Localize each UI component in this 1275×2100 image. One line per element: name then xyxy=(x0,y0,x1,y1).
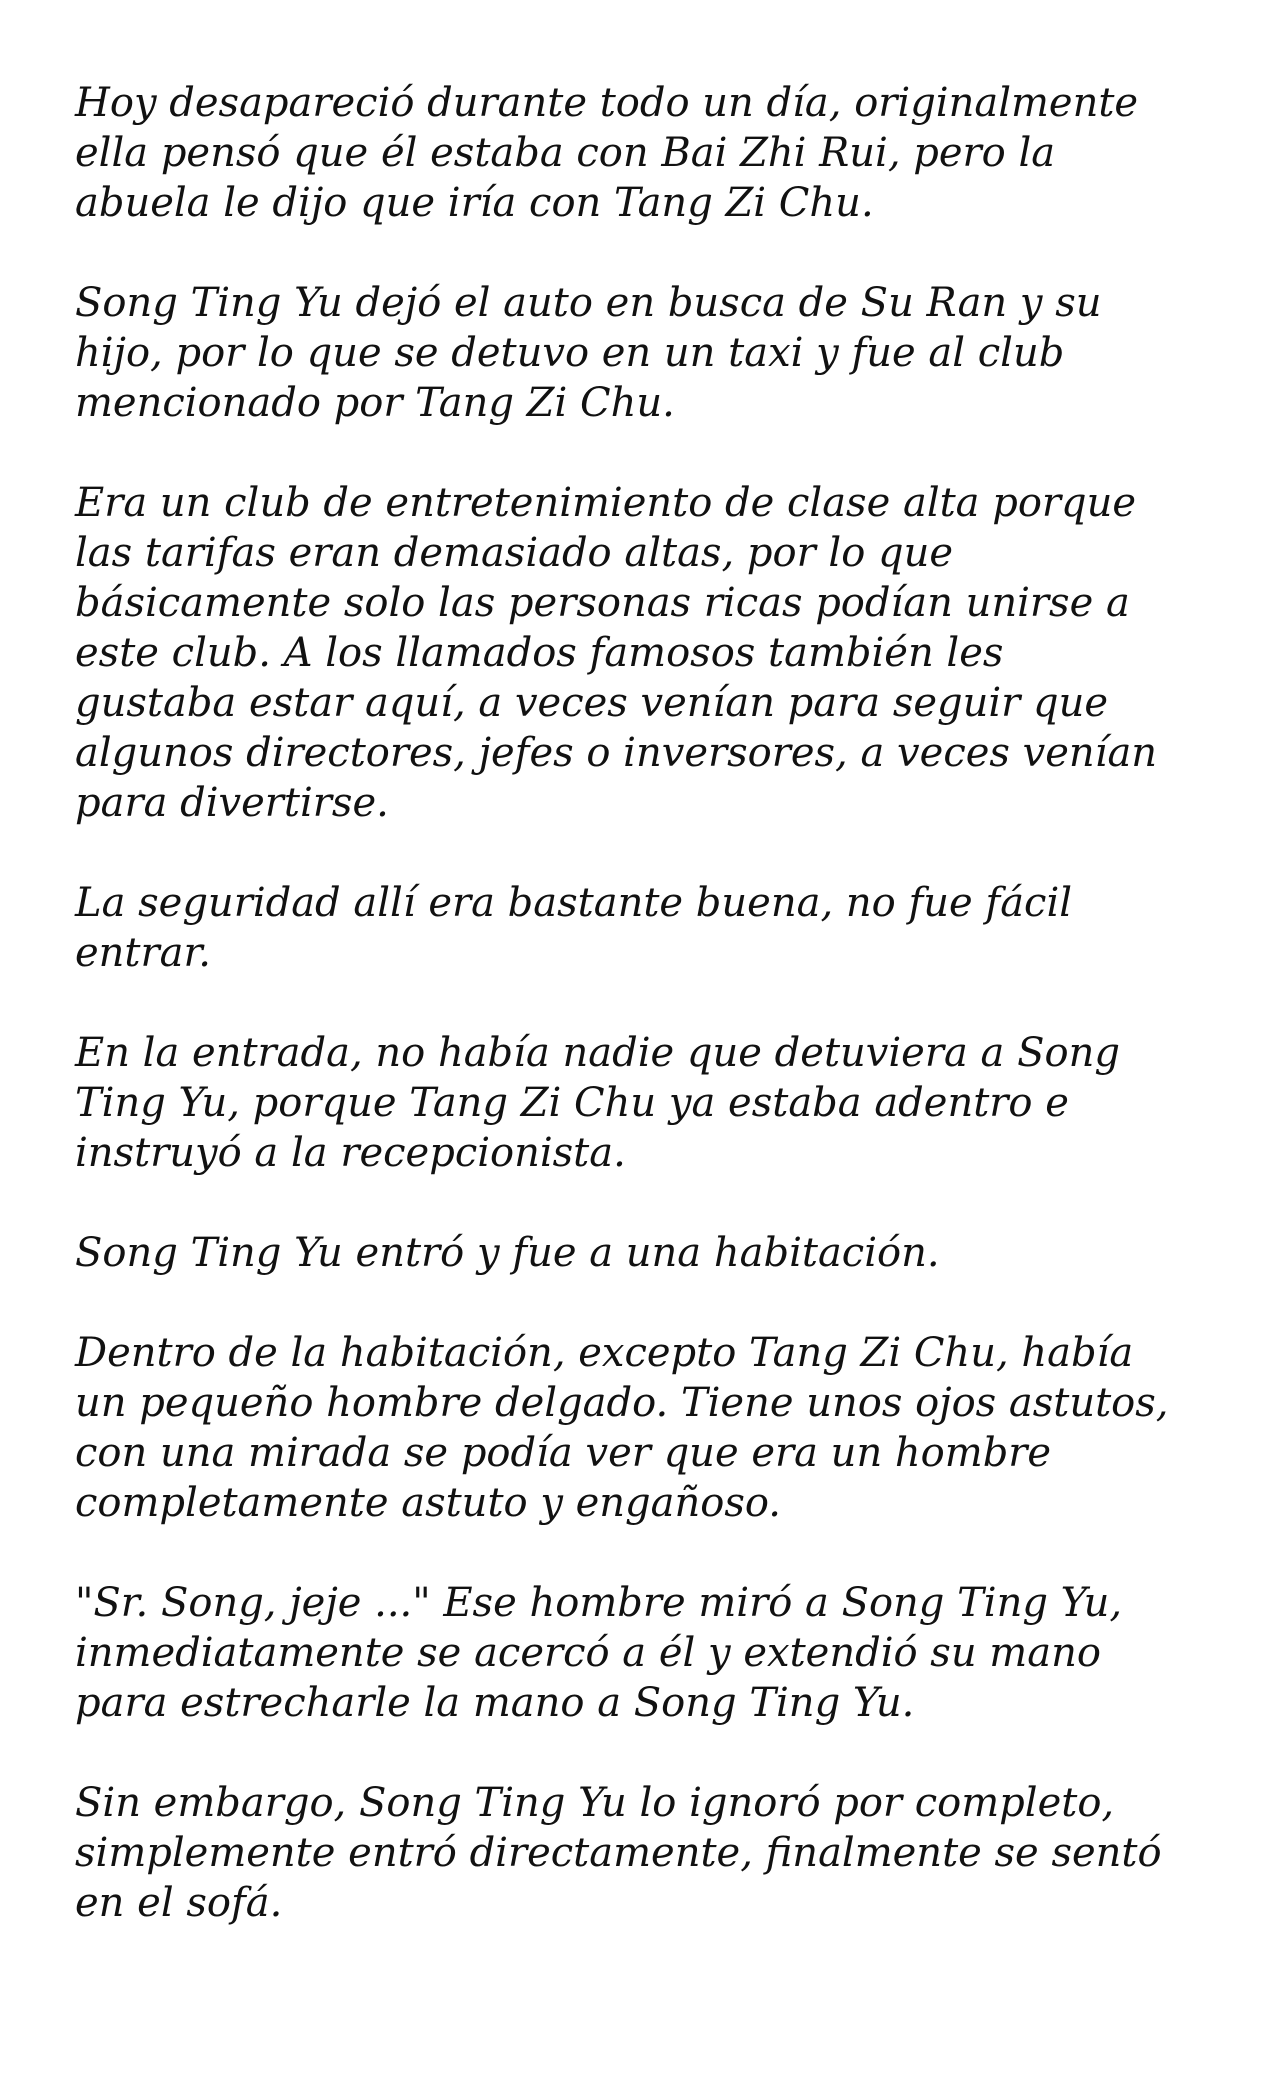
paragraph-4 xyxy=(75,878,1215,978)
text-line: La seguridad allí era bastante buena, no fue fácil xyxy=(75,880,1073,926)
text-line: Sin embargo, Song Ting Yu lo ignoró por completo, xyxy=(75,1780,1115,1826)
paragraph-5 xyxy=(75,1028,1215,1178)
text-line: mencionado por Tang Zi Chu. xyxy=(75,380,675,426)
text-line: las tarifas eran demasiado altas, por lo que xyxy=(75,530,954,576)
text-line: en el sofá. xyxy=(75,1880,283,1926)
text-line: gustaba estar aquí, a veces venían para seguir que xyxy=(75,680,1109,726)
text-line: este club. A los llamados famosos también les xyxy=(75,630,1004,676)
paragraph-3 xyxy=(75,478,1215,828)
paragraph-8 xyxy=(75,1578,1215,1728)
text-line: "Sr. Song, jeje ..." Ese hombre miró a Song Ting Yu, xyxy=(75,1580,1123,1626)
text-line: para divertirse. xyxy=(75,780,389,826)
paragraph-2 xyxy=(75,278,1215,428)
text-line: ella pensó que él estaba con Bai Zhi Rui, pero la xyxy=(75,130,1056,176)
paragraph-9 xyxy=(75,1778,1215,1928)
text-line: Song Ting Yu dejó el auto en busca de Su Ran y su xyxy=(75,280,1102,326)
text-line: abuela le dijo que iría con Tang Zi Chu. xyxy=(75,180,874,226)
story-text xyxy=(75,78,1215,1978)
paragraph-6 xyxy=(75,1228,1215,1278)
text-line: instruyó a la recepcionista. xyxy=(75,1130,626,1176)
text-line: En la entrada, no había nadie que detuviera a Song xyxy=(75,1030,1120,1076)
text-line: con una mirada se podía ver que era un hombre xyxy=(75,1430,1052,1476)
paragraph-1 xyxy=(75,78,1215,228)
text-line: entrar. xyxy=(75,930,211,976)
text-line: Era un club de entretenimiento de clase alta porque xyxy=(75,480,1137,526)
text-line: algunos directores, jefes o inversores, a veces venían xyxy=(75,730,1158,776)
paragraph-7 xyxy=(75,1328,1215,1528)
text-line: simplemente entró directamente, finalmente se sentó xyxy=(75,1830,1162,1876)
text-line: Hoy desapareció durante todo un día, originalmente xyxy=(75,80,1139,126)
text-line: inmediatamente se acercó a él y extendió su mano xyxy=(75,1630,1101,1676)
text-line: hijo, por lo que se detuvo en un taxi y fue al club xyxy=(75,330,1065,376)
text-line: para estrecharle la mano a Song Ting Yu. xyxy=(75,1680,915,1726)
text-line: básicamente solo las personas ricas podían unirse a xyxy=(75,580,1130,626)
text-line: un pequeño hombre delgado. Tiene unos ojos astutos, xyxy=(75,1380,1169,1426)
text-line: Ting Yu, porque Tang Zi Chu ya estaba adentro e xyxy=(75,1080,1069,1126)
text-line: Dentro de la habitación, excepto Tang Zi Chu, había xyxy=(75,1330,1134,1376)
text-line: Song Ting Yu entró y fue a una habitación. xyxy=(75,1230,940,1276)
text-line: completamente astuto y engañoso. xyxy=(75,1480,781,1526)
